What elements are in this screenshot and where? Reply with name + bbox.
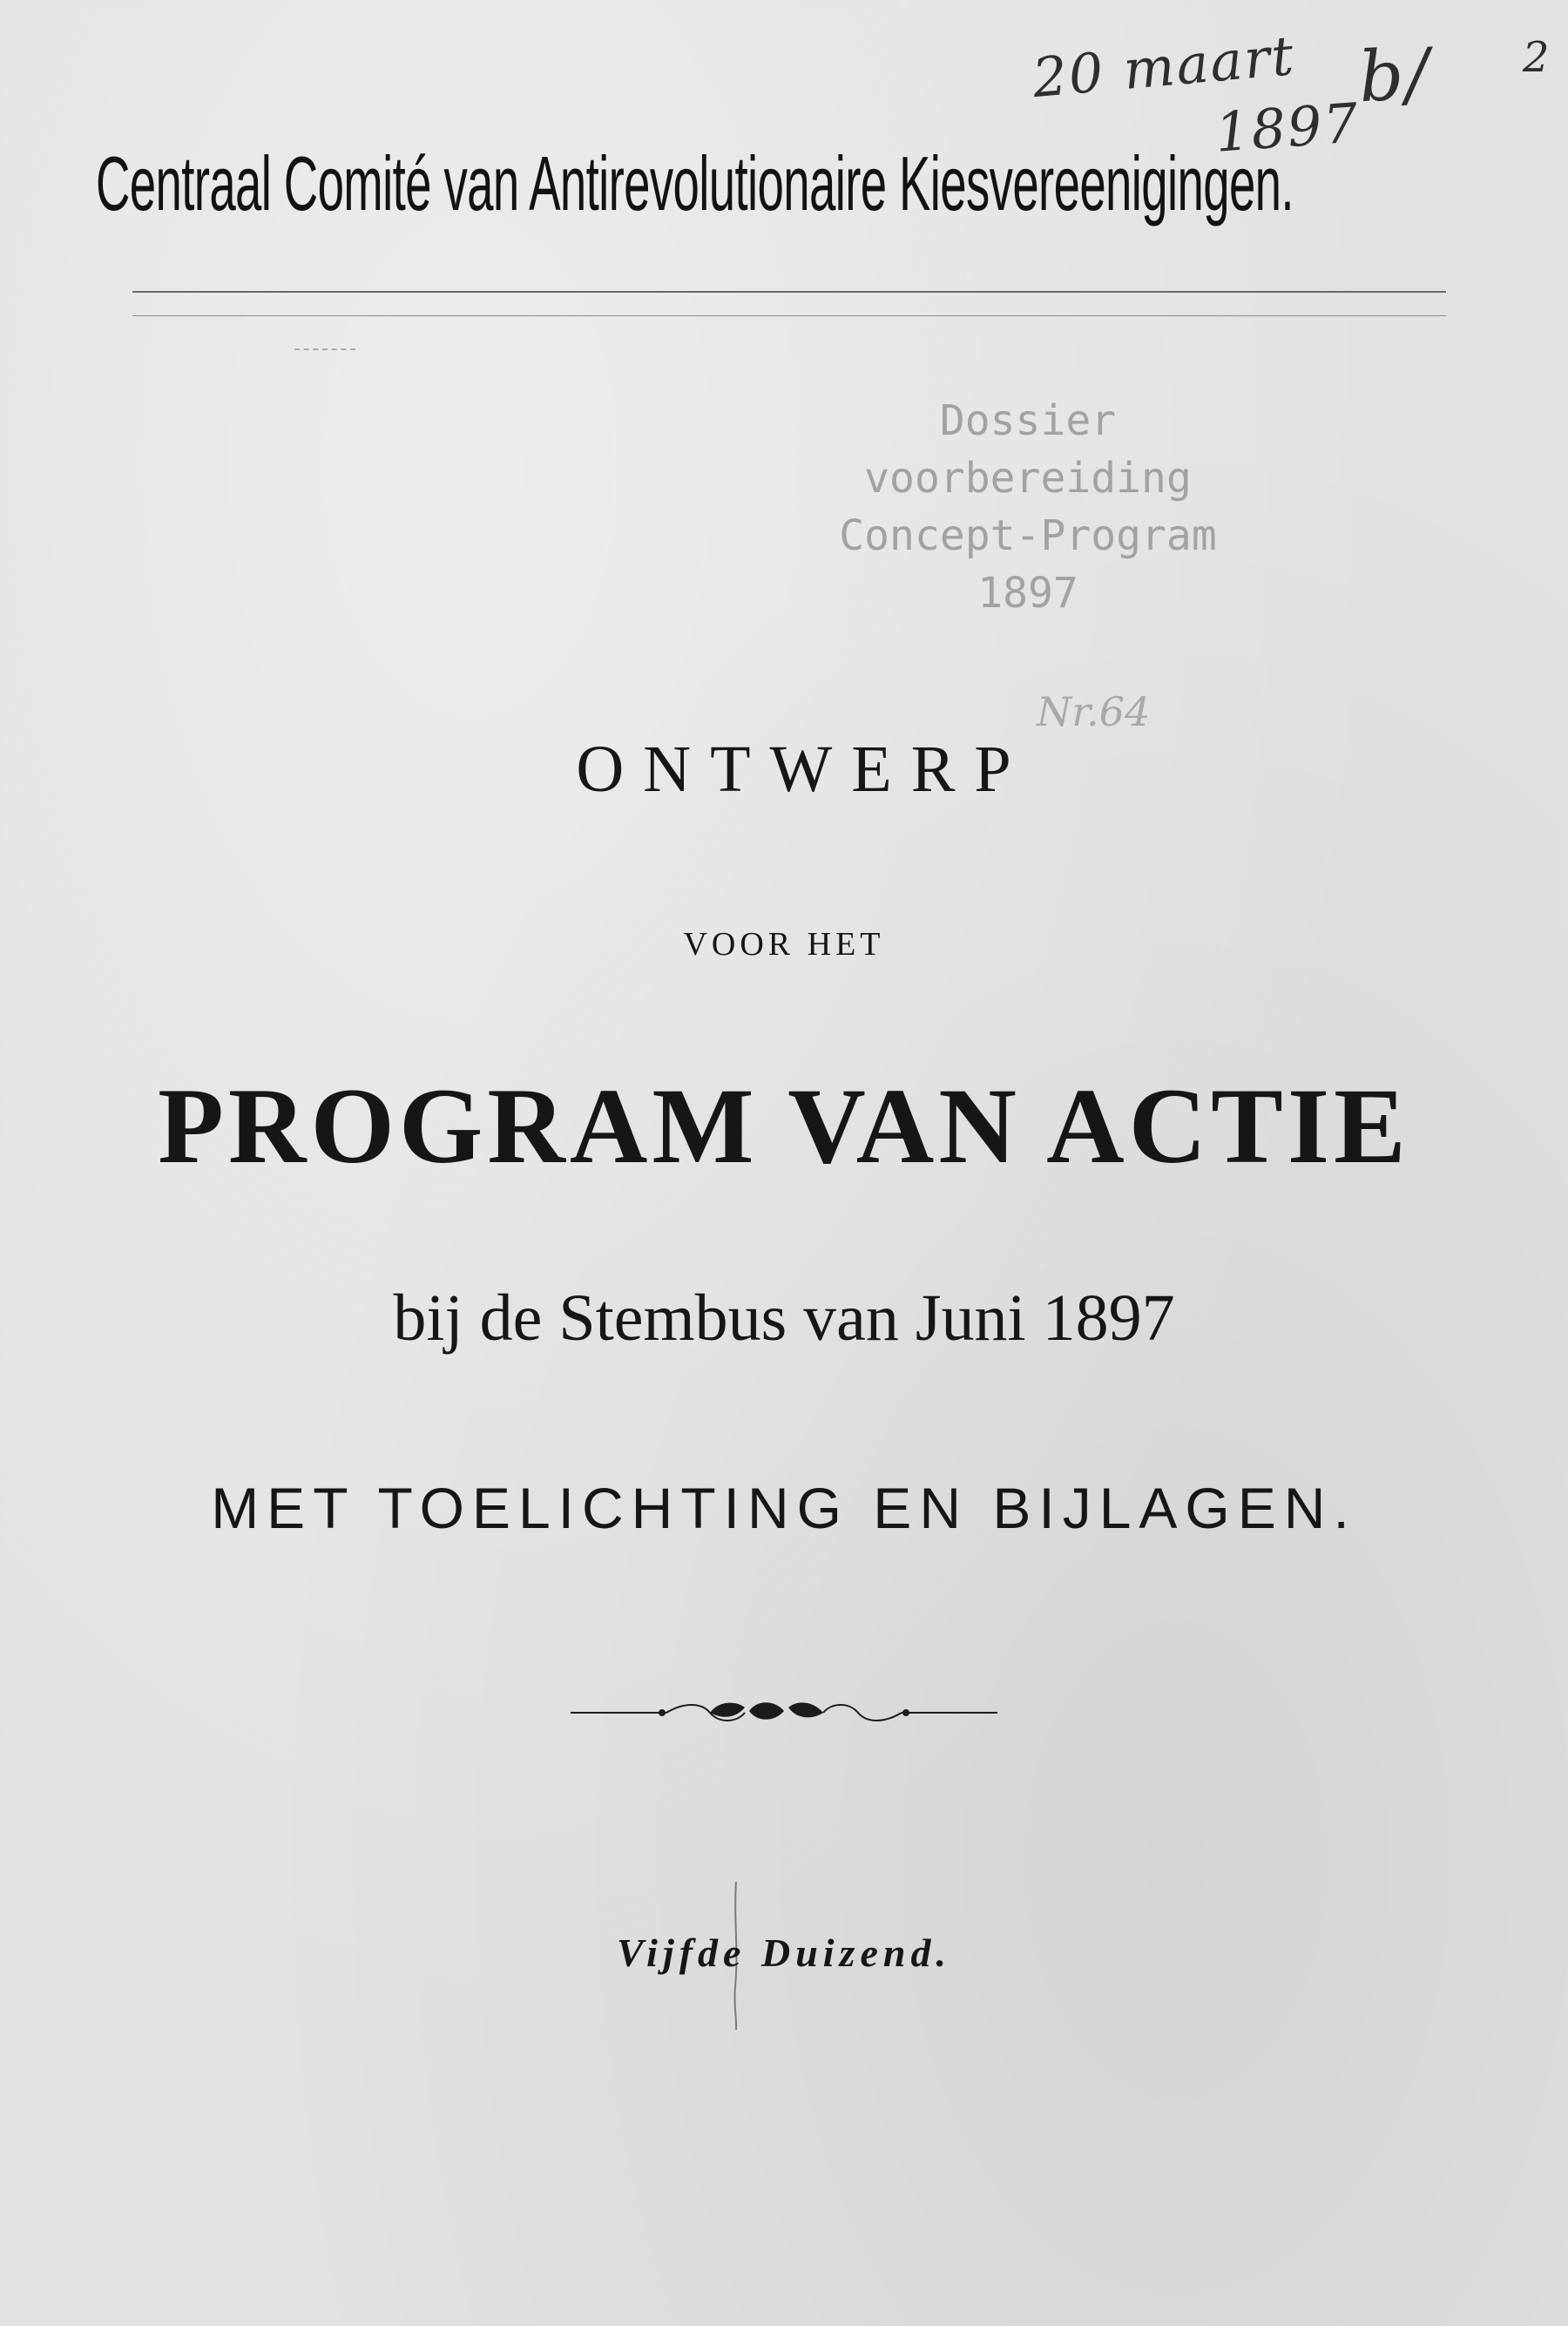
stamp-note: Nr.64 — [1037, 688, 1151, 735]
handwritten-code: b/ — [1356, 32, 1433, 118]
subtitle-stembus: bij de Stembus van Juni 1897 — [393, 1281, 1175, 1355]
title-voor-het: VOOR HET — [683, 926, 885, 963]
header-rule-top — [132, 291, 1446, 293]
stamp-line-3: Concept-Program — [839, 511, 1217, 560]
title-ontwerp: ONTWERP — [576, 733, 1031, 806]
publisher-heading: Centraal Comité van Antirevolutionaire Kiesvereenigingen. — [96, 140, 1294, 227]
handwritten-date: 20 maart — [1030, 23, 1298, 111]
ornament-divider-icon — [571, 1694, 997, 1728]
handwritten-page-number: 2 — [1523, 33, 1551, 82]
archive-stamp — [767, 392, 1289, 622]
dash-mark — [294, 348, 355, 350]
handwritten-year: 1897 — [1213, 91, 1362, 165]
main-title: PROGRAM VAN ACTIE — [158, 1066, 1410, 1186]
stamp-line-1: Dossier — [939, 396, 1117, 445]
subtitle-toelichting: MET TOELICHTING EN BIJLAGEN. — [211, 1476, 1357, 1540]
header-rule-bottom — [132, 315, 1446, 316]
edition-label: Vijfde Duizend. — [617, 1930, 951, 1975]
stamp-line-2: voorbereiding — [864, 454, 1192, 503]
stamp-line-4: 1897 — [977, 569, 1078, 618]
